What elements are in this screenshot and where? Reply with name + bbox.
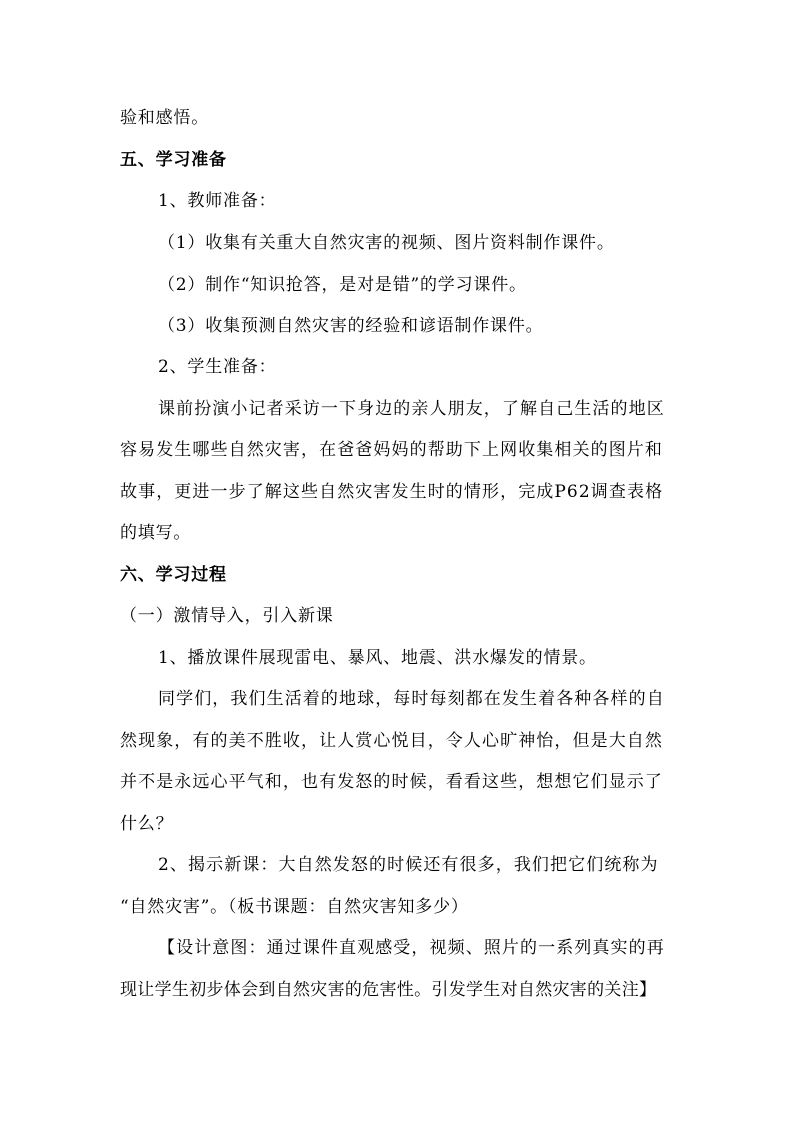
text-line: 的填写。: [120, 523, 192, 543]
section-heading: 六、学习过程: [120, 565, 227, 585]
section-heading: 五、学习准备: [120, 150, 227, 170]
text-line: “自然灾害”。（板书课题：自然灾害知多少）: [120, 897, 469, 917]
text-line: 2、揭示新课：大自然发怒的时候还有很多，我们把它们统称为: [158, 855, 659, 875]
text-line: 现让学生初步体会到自然灾害的危害性。引发学生对自然灾害的关注】: [120, 980, 657, 1000]
text-line: 然现象，有的美不胜收，让人赏心悦目，令人心旷神怡，但是大自然: [120, 731, 663, 751]
text-line: 什么？: [120, 814, 174, 834]
text-line: 同学们，我们生活着的地球，每时每刻都在发生着各种各样的自: [158, 689, 665, 709]
text-line: 课前扮演小记者采访一下身边的亲人朋友，了解自己生活的地区: [158, 399, 665, 419]
text-line: 【设计意图：通过课件直观感受，视频、照片的一系列真实的再: [158, 938, 665, 958]
text-line: 验和感悟。: [120, 108, 209, 128]
text-line: （1）收集有关重大自然灾害的视频、图片资料制作课件。: [158, 233, 615, 253]
text-line: （3）收集预测自然灾害的经验和谚语制作课件。: [158, 316, 544, 336]
text-line: 容易发生哪些自然灾害，在爸爸妈妈的帮助下上网收集相关的图片和: [120, 440, 663, 460]
text-line: 并不是永远心平气和，也有发怒的时候，看看这些，想想它们显示了: [120, 772, 663, 792]
text-line: 1、教师准备：: [158, 191, 277, 211]
text-line: 1、播放课件展现雷电、暴风、地震、洪水爆发的情景。: [158, 648, 597, 668]
text-line: （一）激情导入，引入新课: [120, 606, 334, 626]
text-line: 故事，更进一步了解这些自然灾害发生时的情形，完成P62调查表格: [120, 482, 664, 502]
text-line: （2）制作“知识抢答，是对是错”的学习课件。: [158, 275, 527, 295]
text-line: 2、学生准备：: [158, 357, 277, 377]
